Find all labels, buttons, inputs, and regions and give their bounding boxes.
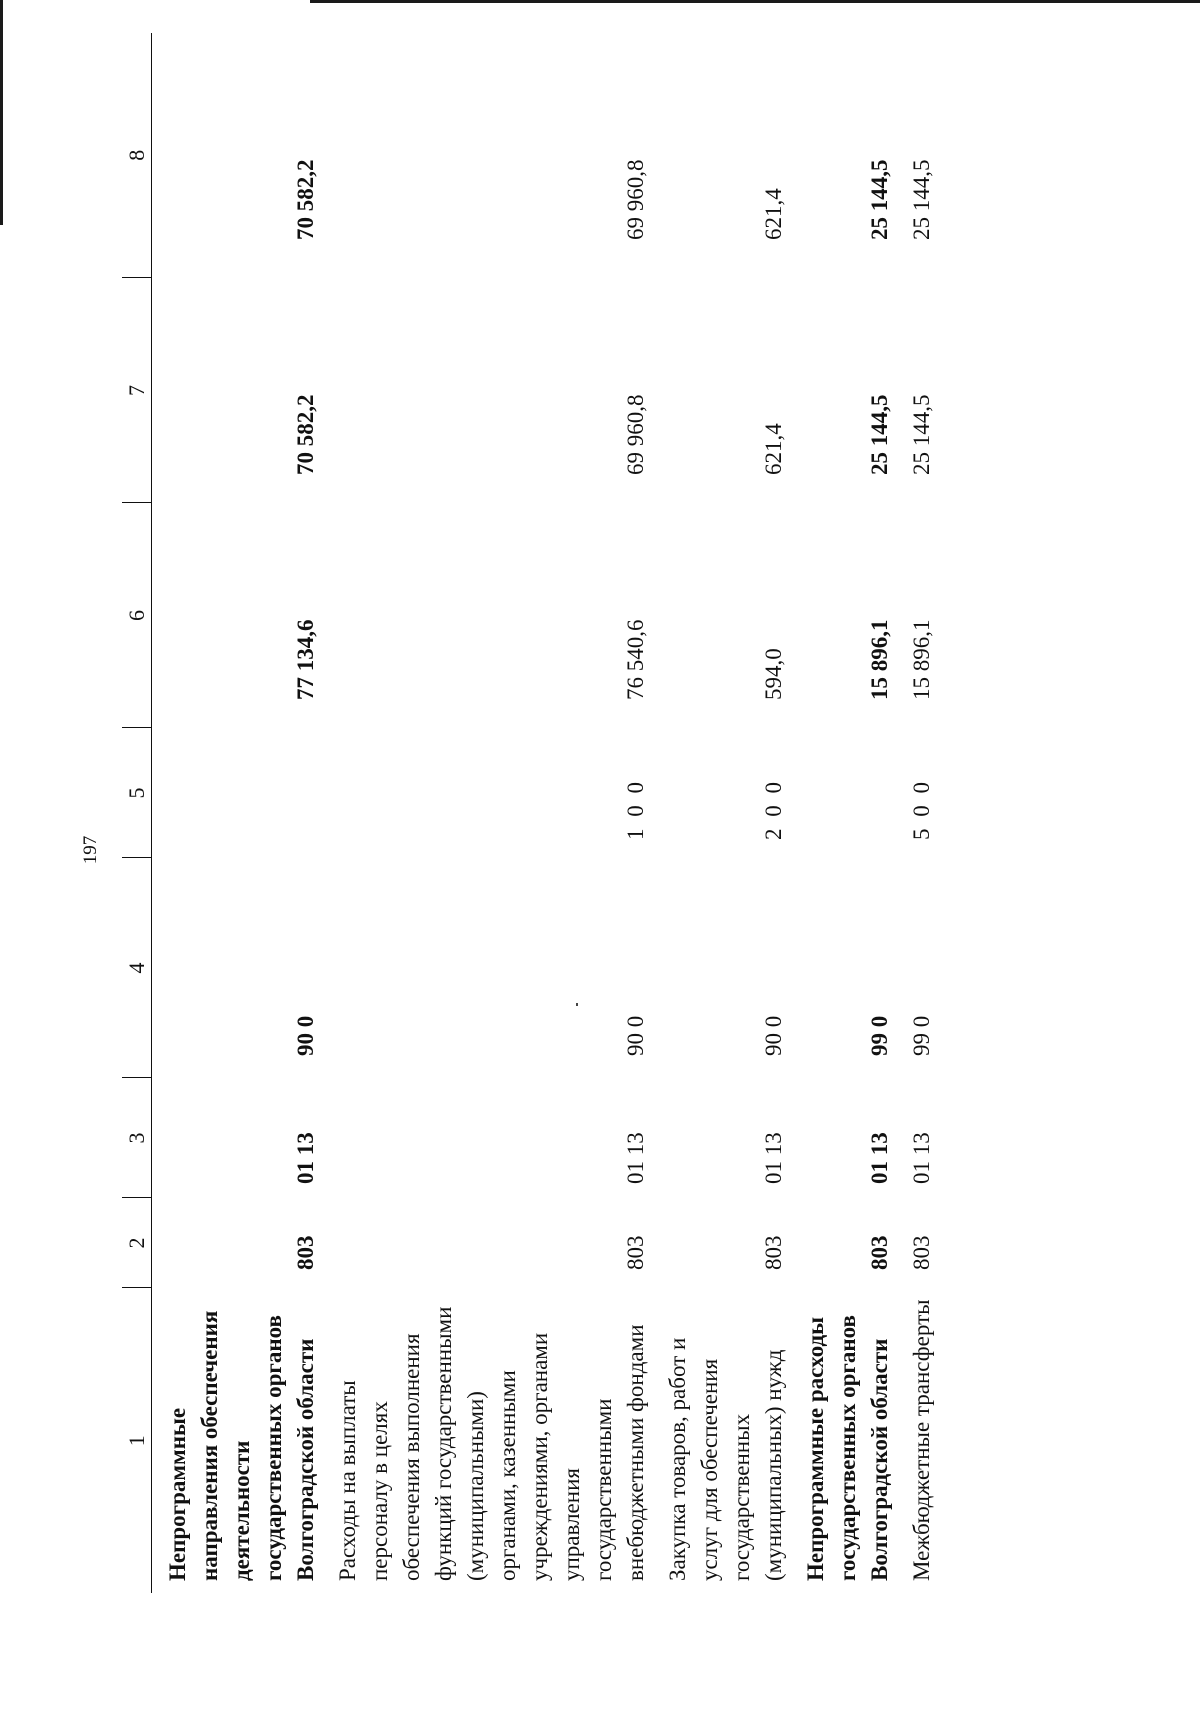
amount-col-8: 25 144,5 — [867, 159, 892, 240]
amount-col-7: 25 144,5 — [909, 394, 934, 475]
row-description: Межбюджетные трансферты — [909, 1299, 934, 1581]
amount-col-7: 25 144,5 — [867, 394, 892, 475]
column-header: 8 — [122, 33, 152, 278]
ministry-code: 803 — [623, 1235, 648, 1270]
amount-col-6: 76 540,6 — [623, 619, 648, 700]
amount-col-7: 621,4 — [761, 423, 786, 475]
expense-type-code: 1 0 0 — [623, 779, 648, 840]
column-header: 5 — [122, 728, 152, 858]
ministry-code: 803 — [909, 1235, 934, 1270]
row-description: Расходы на выплаты персоналу в целях обеспечения выполнения функций государственными (муниципальными) органами, казенными учреждениями, органами управления государственными внебюджетными фондами — [335, 1306, 648, 1581]
ministry-code: 803 — [293, 1235, 318, 1270]
target-code: 99 0 — [909, 1015, 934, 1056]
table-row — [906, 33, 938, 1593]
row-description: Закупка товаров, работ и услуг для обеспечения государственных (муниципальных) нужд — [665, 1337, 786, 1581]
column-header: 7 — [122, 278, 152, 503]
table-row — [332, 33, 652, 1593]
column-header: 3 — [122, 1078, 152, 1198]
row-description: Непрограммные направления обеспечения деятельности государственных органов Волгоградской области — [165, 1310, 318, 1581]
section-code: 01 13 — [293, 1132, 318, 1184]
section-code: 01 13 — [909, 1132, 934, 1184]
expense-type-code: 2 0 0 — [761, 779, 786, 840]
section-code: 01 13 — [761, 1132, 786, 1184]
row-description: Непрограммные расходы государственных органов Волгоградской области — [803, 1315, 892, 1581]
target-code: 90 0 — [293, 1015, 318, 1056]
page-number: 197 — [80, 835, 101, 865]
amount-col-7: 69 960,8 — [623, 394, 648, 475]
column-number-row — [122, 33, 152, 1593]
table-row — [800, 33, 896, 1593]
expense-type-code — [800, 728, 896, 858]
amount-col-6: 77 134,6 — [293, 619, 318, 700]
amount-col-6: 15 896,1 — [867, 619, 892, 700]
spacer-row — [652, 33, 662, 1593]
spacer-row — [152, 33, 163, 1593]
column-header: 1 — [122, 1288, 152, 1593]
ministry-code: 803 — [761, 1235, 786, 1270]
column-header: 6 — [122, 503, 152, 728]
table-row — [662, 33, 790, 1593]
amount-col-6: 15 896,1 — [909, 619, 934, 700]
amount-col-8: 25 144,5 — [909, 159, 934, 240]
spacer-row — [790, 33, 800, 1593]
amount-col-7: 70 582,2 — [293, 394, 318, 475]
amount-col-8: 621,4 — [761, 188, 786, 240]
target-code: 99 0 — [867, 1015, 892, 1056]
spacer-row — [322, 33, 332, 1593]
amount-col-6: 594,0 — [761, 648, 786, 700]
target-code: 90 0 — [761, 1015, 786, 1056]
column-header: 2 — [122, 1198, 152, 1288]
ministry-code: 803 — [867, 1235, 892, 1270]
column-header: 4 — [122, 858, 152, 1078]
amount-col-8: 70 582,2 — [293, 159, 318, 240]
table-row — [162, 33, 322, 1593]
budget-table — [122, 33, 938, 1593]
section-code: 01 13 — [867, 1132, 892, 1184]
target-code: 90 0 — [623, 1015, 648, 1056]
section-code: 01 13 — [623, 1132, 648, 1184]
expense-type-code — [162, 728, 322, 858]
spacer-row — [896, 33, 906, 1593]
expense-type-code: 5 0 0 — [909, 779, 934, 840]
amount-col-8: 69 960,8 — [623, 159, 648, 240]
